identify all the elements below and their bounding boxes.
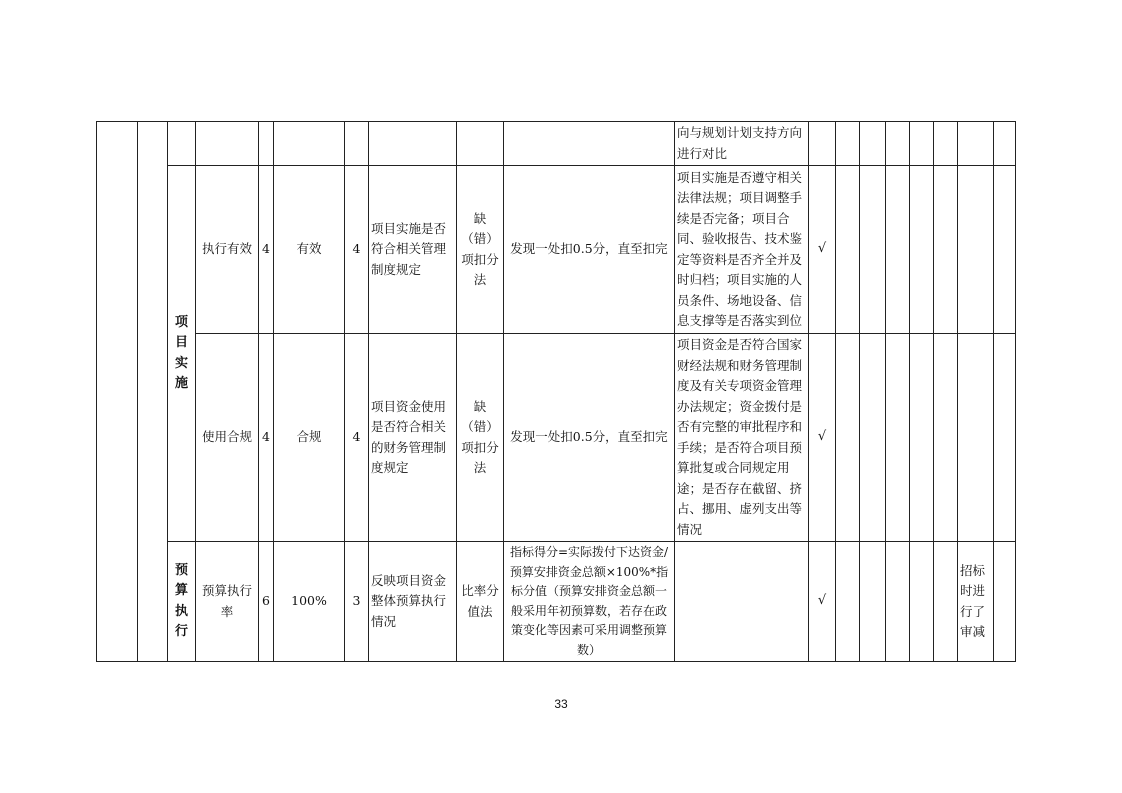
table-row (97, 122, 1016, 166)
rule-cell: 发现一处扣0.5分，直至扣完 (504, 334, 675, 542)
method-cell: 缺（错）项扣分法 (457, 334, 504, 542)
target-cell: 合规 (274, 334, 345, 542)
blank-cell (934, 166, 958, 334)
blank-cell (860, 122, 886, 166)
blank-cell (910, 334, 934, 542)
target-cell (274, 122, 345, 166)
indicator-cell: 执行有效 (196, 166, 259, 334)
score-cell (345, 122, 369, 166)
method-cell: 缺（错）项扣分法 (457, 166, 504, 334)
table-row (97, 542, 1016, 662)
blank-cell (934, 542, 958, 662)
table-row (97, 166, 1016, 334)
level3-cell (168, 122, 196, 166)
weight-cell (259, 122, 274, 166)
description-cell: 反映项目资金整体预算执行情况 (369, 542, 457, 662)
blank-cell (886, 542, 910, 662)
note-cell: 招标时进行了审减 (958, 542, 994, 662)
blank-cell (886, 334, 910, 542)
score-cell: 4 (345, 166, 369, 334)
blank-cell (836, 122, 860, 166)
blank-cell (994, 542, 1016, 662)
content-cell (675, 542, 809, 662)
blank-cell (910, 542, 934, 662)
rule-cell: 指标得分=实际拨付下达资金/预算安排资金总额×100%*指标分值（预算安排资金总额一般采用年初预算数，若存在政策变化等因素可采用调整预算数） (504, 542, 675, 662)
checkmark: √ (809, 334, 836, 542)
blank-cell (910, 166, 934, 334)
content-cell: 项目实施是否遵守相关法律法规；项目调整手续是否完备；项目合同、验收报告、技术鉴定等资料是否齐全并及时归档；项目实施的人员条件、场地设备、信息支撑等是否落实到位 (675, 166, 809, 334)
blank-cell (886, 166, 910, 334)
indicator-cell (196, 122, 259, 166)
blank-cell (860, 334, 886, 542)
score-cell: 4 (345, 334, 369, 542)
method-cell: 比率分值法 (457, 542, 504, 662)
score-cell: 3 (345, 542, 369, 662)
weight-cell: 4 (259, 334, 274, 542)
method-cell (457, 122, 504, 166)
level2-cell (138, 122, 168, 662)
description-cell: 项目实施是否符合相关管理制度规定 (369, 166, 457, 334)
target-cell: 有效 (274, 166, 345, 334)
content-cell: 向与规划计划支持方向进行对比 (675, 122, 809, 166)
table-row (97, 334, 1016, 542)
blank-cell (886, 122, 910, 166)
note-cell (958, 334, 994, 542)
weight-cell: 4 (259, 166, 274, 334)
blank-cell (836, 334, 860, 542)
blank-cell (994, 334, 1016, 542)
description-cell: 项目资金使用是否符合相关的财务管理制度规定 (369, 334, 457, 542)
blank-cell (860, 166, 886, 334)
group-label-budget: 预算执行 (168, 542, 196, 662)
checkmark: √ (809, 542, 836, 662)
note-cell (958, 166, 994, 334)
target-cell: 100% (274, 542, 345, 662)
evaluation-table (96, 121, 1016, 662)
note-cell (958, 122, 994, 166)
indicator-cell: 预算执行率 (196, 542, 259, 662)
blank-cell (836, 166, 860, 334)
rule-cell (504, 122, 675, 166)
indicator-cell: 使用合规 (196, 334, 259, 542)
description-cell (369, 122, 457, 166)
blank-cell (994, 122, 1016, 166)
blank-cell (994, 166, 1016, 334)
blank-cell (910, 122, 934, 166)
level1-cell (97, 122, 138, 662)
mark-cell (809, 122, 836, 166)
blank-cell (934, 122, 958, 166)
page-number: 33 (554, 697, 568, 711)
checkmark: √ (809, 166, 836, 334)
blank-cell (934, 334, 958, 542)
group-label-project: 项目实施 (168, 166, 196, 542)
content-cell: 项目资金是否符合国家财经法规和财务管理制度及有关专项资金管理办法规定；资金拨付是否有完整的审批程序和手续；是否符合项目预算批复或合同规定用途；是否存在截留、挤占、挪用、虚列支出等情况 (675, 334, 809, 542)
rule-cell: 发现一处扣0.5分，直至扣完 (504, 166, 675, 334)
weight-cell: 6 (259, 542, 274, 662)
blank-cell (860, 542, 886, 662)
blank-cell (836, 542, 860, 662)
